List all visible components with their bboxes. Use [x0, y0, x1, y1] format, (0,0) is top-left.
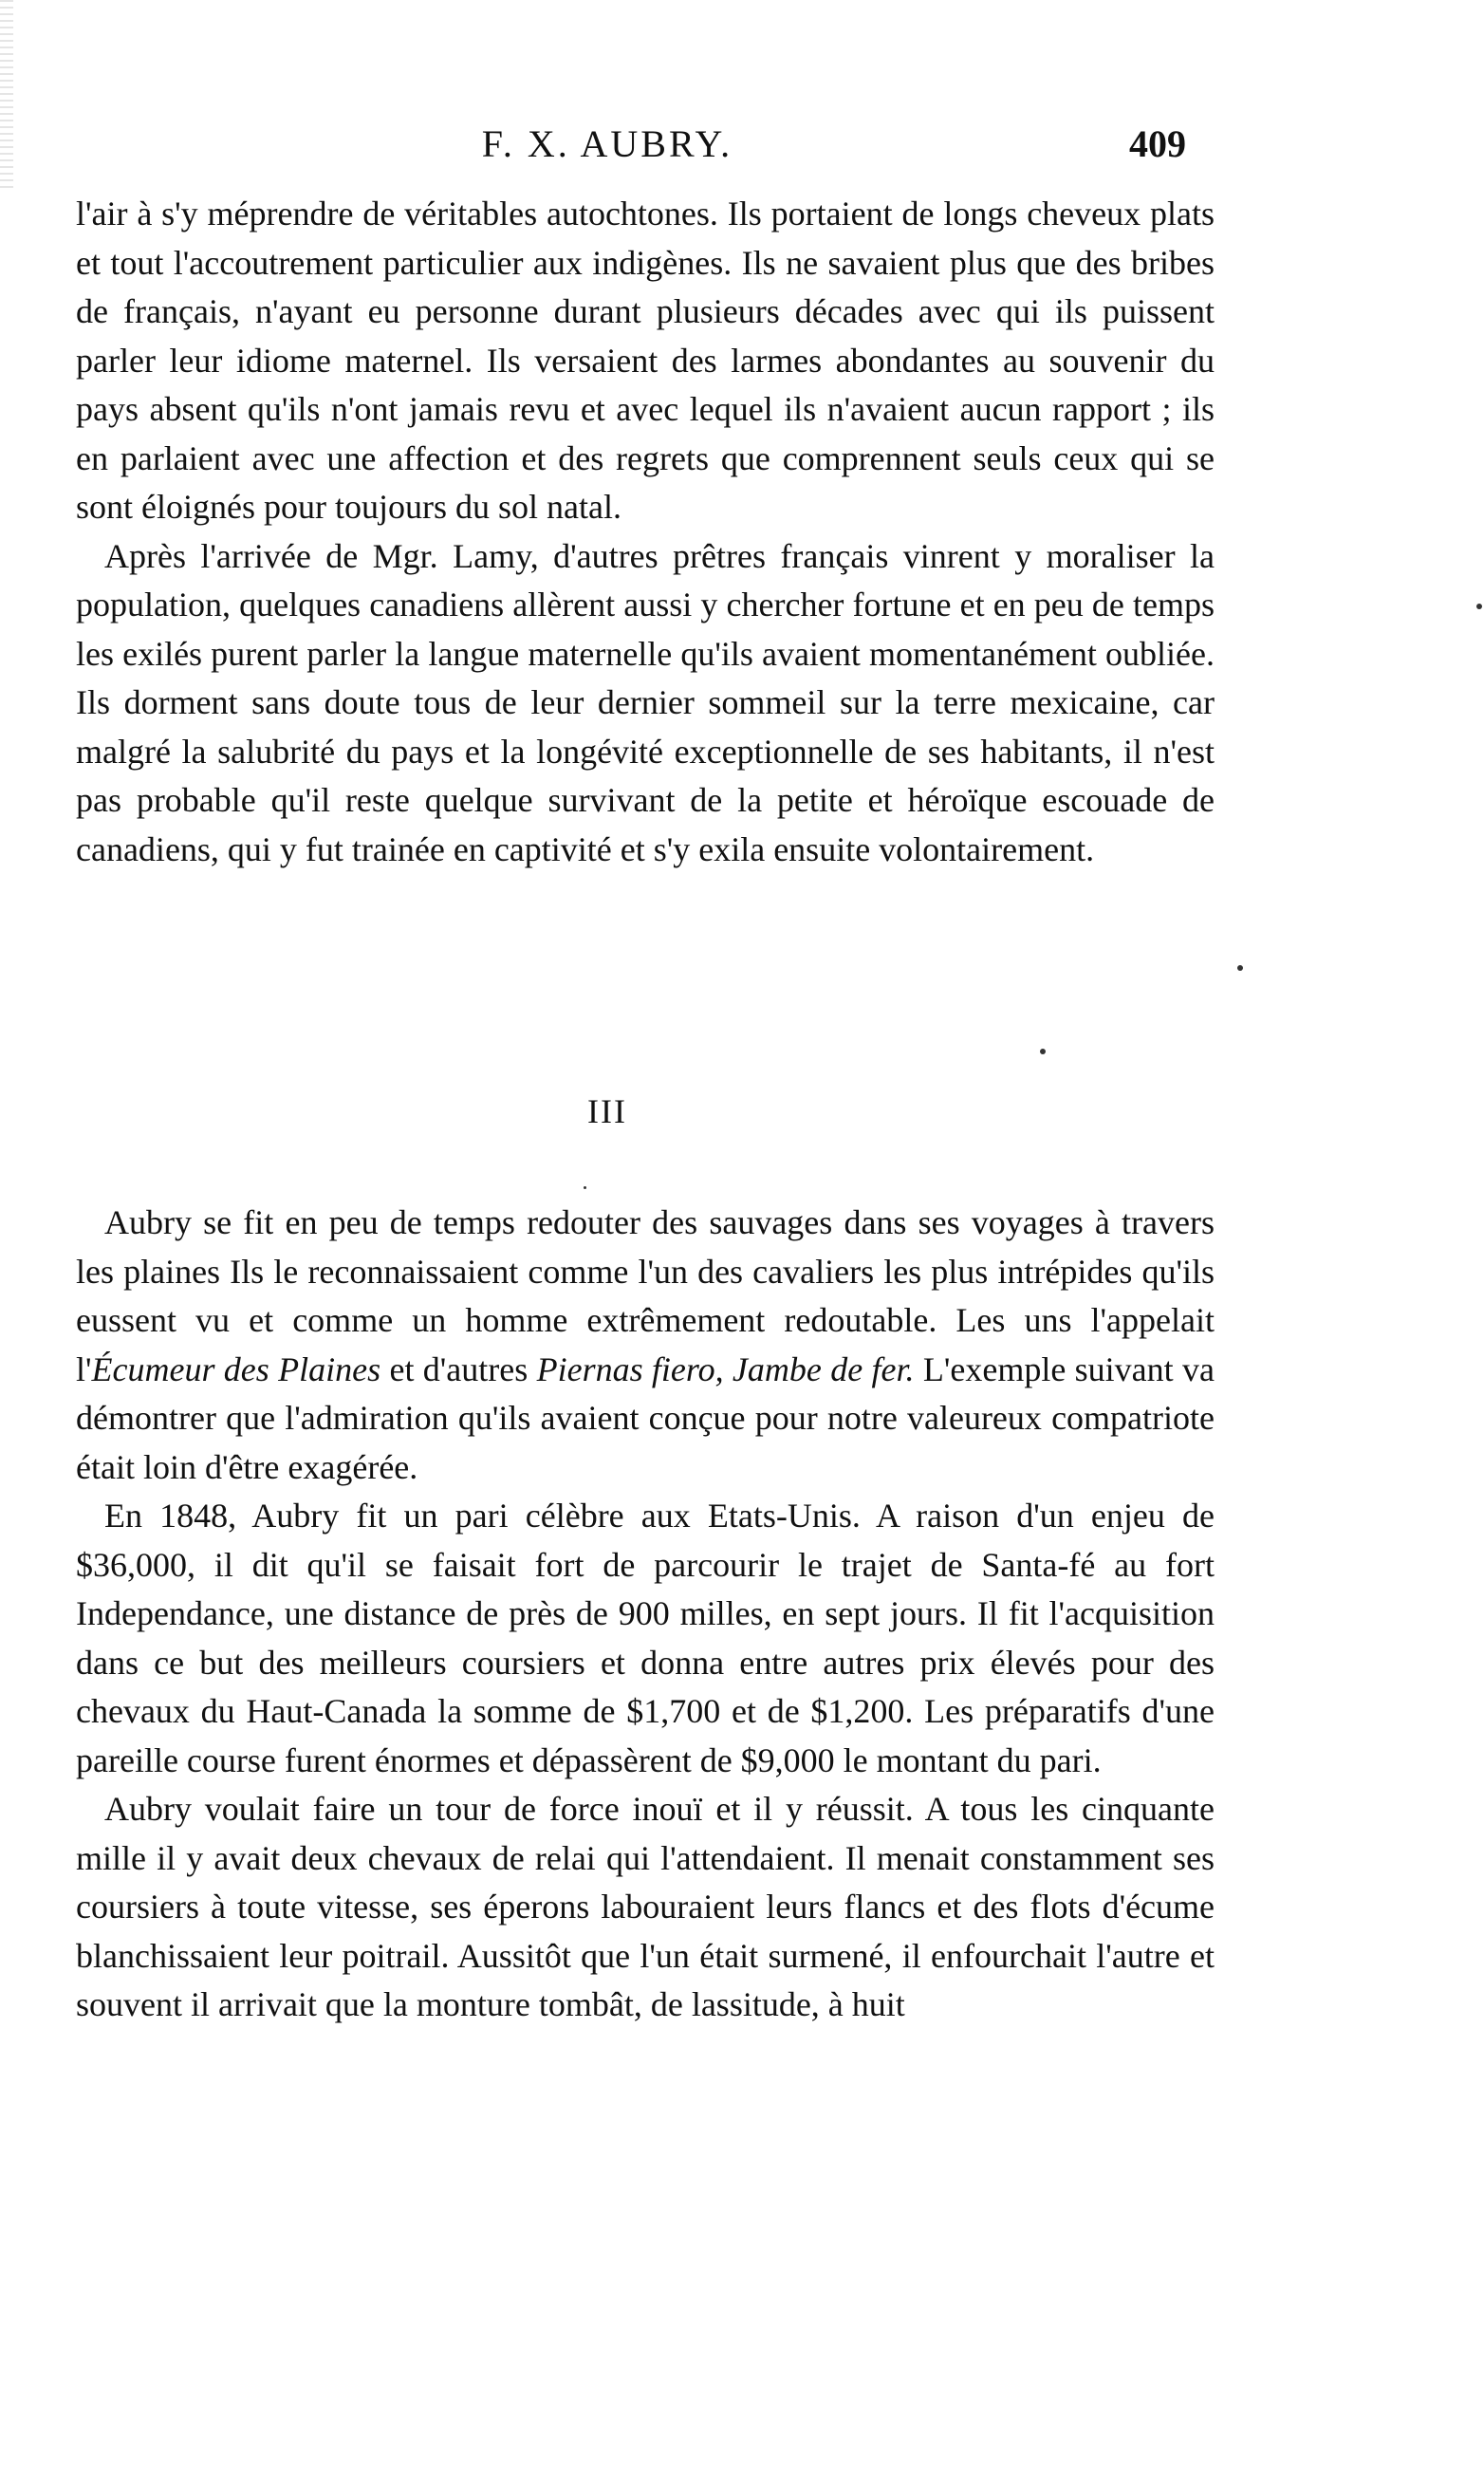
running-title: F. X. AUBRY. [481, 122, 733, 165]
scan-speck [1476, 604, 1482, 609]
scan-speck [1237, 965, 1243, 971]
paragraph: Aubry voulait faire un tour de force inouï et il y réussit. A tous les cinquante mille il y avait deux chevaux de relai qui l'attendaient. Il menait constamment ses coursiers à toute vitesse, ses éperons labouraient leurs flancs et des flots d'écume blanchissaient leur poitrail. Aussitôt que l'un était surmené, il enfourchait l'autre et souvent il arrivait que la monture tombât, de lassitude, à huit [76, 1790, 1215, 2023]
paragraph: En 1848, Aubry fit un pari célèbre aux Etats-Unis. A raison d'un enjeu de $36,000, il dit qu'il se faisait fort de parcourir le trajet de Santa-fé au fort Independance, une distance de près de 900 milles, en sept jours. Il fit l'acquisition dans ce but des meilleurs coursiers et donna entre autres prix élevés pour des chevaux du Haut-Canada la somme de $1,700 et de $1,200. Les préparatifs d'une pareille course furent énormes et dépassèrent de $9,000 le montant du pari. [76, 1497, 1215, 1779]
paragraph-text: et d'autres [380, 1349, 537, 1388]
paragraph-continued: l'air à s'y méprendre de véritables autochtones. Ils portaient de longs cheveux plats et tout l'accoutrement particulier aux indigènes. Ils ne savaient plus que des bribes de français, n'ayant eu personne durant plusieurs décades avec qui ils puissent parler leur idiome maternel. Ils versaient des larmes abondantes au souvenir du pays absent qu'ils n'ont jamais revu et avec lequel ils n'avaient aucun rapport ; ils en parlaient avec une affection et des regrets que comprennent seuls ceux qui se sont éloignés pour toujours du sol natal. [76, 195, 1215, 526]
paragraph-text: L'exemple suivant va démontrer que l'admiration qu'ils avaient conçue pour notre valeureux compatriote était loin d'être exagérée. [76, 1349, 1215, 1486]
body-text-section [76, 1199, 1215, 2030]
paragraph-text: Aubry se fit en peu de temps redouter des sauvages dans ses voyages à travers les plaines Ils le reconnaissaient comme l'un des cavaliers les plus intrépides qu'ils eussent vu et comme un homme extrêmement redoutable. Les uns l'appelait l' [76, 1203, 1215, 1388]
page-number: 409 [1129, 122, 1186, 165]
scan-speck [1040, 1049, 1046, 1054]
scan-speck [584, 1186, 586, 1189]
paragraph [76, 1199, 1215, 1492]
paragraph: Après l'arrivée de Mgr. Lamy, d'autres prêtres français vinrent y moraliser la population, quelques canadiens allèrent aussi y chercher fortune et en peu de temps les exilés purent parler la langue maternelle qu'ils avaient momentanément oubliée. Ils dorment sans doute tous de leur dernier sommeil sur la terre mexicaine, car malgré la salubrité du pays et la longévité exceptionnelle de ses habitants, il n'est pas probable qu'il reste quelque survivant de la petite et héroïque escouade de canadiens, qui y fut trainée en captivité et s'y exila ensuite volontairement. [76, 536, 1215, 868]
body-text-top [76, 190, 1215, 874]
section-heading: III [587, 1092, 627, 1130]
italic-nickname: Piernas fiero, Jambe de fer. [536, 1349, 915, 1388]
running-head [0, 121, 1484, 171]
italic-nickname: Écumeur des Plaines [91, 1349, 381, 1388]
